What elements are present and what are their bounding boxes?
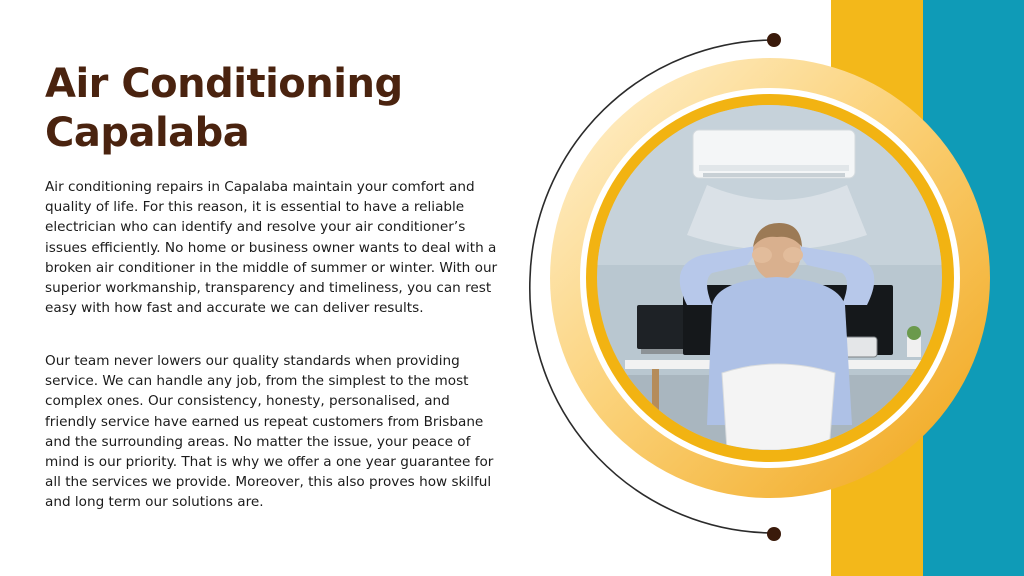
bottom-dot — [767, 527, 781, 541]
office-photo — [597, 105, 942, 450]
air-conditioner — [693, 130, 855, 178]
title-line-1: Air Conditioning — [45, 61, 403, 107]
body-paragraph-2: Our team never lowers our quality standards when providing service. We can handle any job, from the simplest to the most complex ones. Our consistency, honesty, personalised, and friendly service have earned us repeat customers from Brisbane and the surrounding areas. No matter the issue, your peace of mind is our priority. That is why we offer a one year guarantee for all the services we provide. Moreover, this also proves how skilful and long term our solutions are. — [45, 353, 494, 511]
body-paragraph-1: Air conditioning repairs in Capalaba maintain your comfort and quality of life. For this reason, it is essential to have a reliable electrician who can identify and resolve your air conditioner’s issues efficiently. No home or business owner wants to deal with a broken air conditioner in the middle of summer or winter. With our superior workmanship, transparency and timeliness, you can rest easy with how fast and accurate we can deliver results. — [45, 179, 498, 317]
title-line-2: Capalaba — [45, 110, 250, 156]
chair — [722, 364, 835, 450]
top-dot — [767, 33, 781, 47]
office-illustration — [597, 105, 942, 450]
